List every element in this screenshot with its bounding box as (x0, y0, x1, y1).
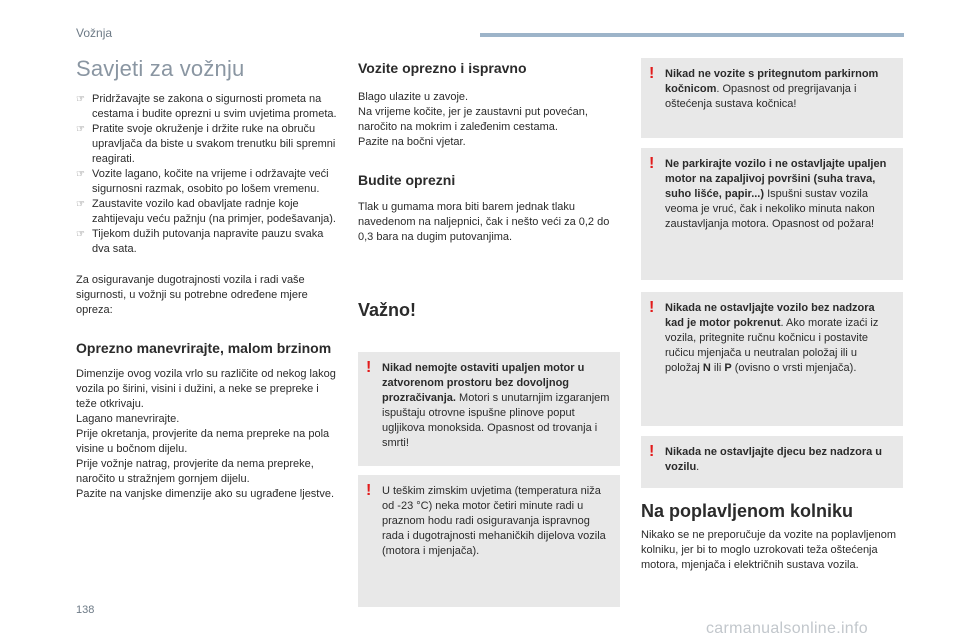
tires-body: Tlak u gumama mora biti barem jednak tlaku navedenom na naljepnici, čak i nešto veći za 0,2 do 0,3 bara na dugim putovanjima. (358, 201, 610, 243)
list-item: ☞ Pratite svoje okruženje i držite ruke na obruču upravljača da biste u svakom trenutku bili spremni reagirati. (76, 123, 336, 165)
pointing-hand-icon: ☞ (76, 199, 85, 210)
flooded-heading: Na poplavljenom kolniku (641, 501, 854, 521)
column-middle (358, 60, 620, 321)
exclamation-icon: ! (649, 155, 655, 172)
exclamation-icon: ! (649, 65, 655, 82)
section-label: Vožnja (76, 26, 113, 40)
header-bar (480, 33, 904, 37)
pointing-hand-icon: ☞ (76, 169, 85, 180)
intro-paragraph: Za osiguravanje dugotrajnosti vozila i radi vaše sigurnosti, u vožnji su potrebne određene mjere opreza: (76, 274, 308, 316)
tips-list (76, 92, 340, 257)
maneuver-heading: Oprezno manevrirajte, malom brzinom (76, 340, 332, 356)
pointing-hand-icon: ☞ (76, 94, 85, 105)
exclamation-icon: ! (649, 443, 655, 460)
pointing-hand-icon: ☞ (76, 124, 85, 135)
warning-box-parking-brake: ! Nikad ne vozite s pritegnutom parkirnom kočnicom. Opasnost od pregrijavanja i oštećenja sustava kočnica! (641, 58, 903, 138)
page-title: Savjeti za vožnju (76, 56, 245, 81)
exclamation-icon: ! (366, 359, 372, 376)
warning-box-children: ! Nikada ne ostavljajte djecu bez nadzora u vozilu. (641, 436, 903, 488)
exclamation-icon: ! (649, 299, 655, 316)
careful-body: Blago ulazite u zavoje. Na vrijeme kočite, jer je zaustavni put povećan, naročito na mokrim i zaleđenim cestama. Pazite na bočni vjetar. (358, 91, 588, 148)
important-heading: Važno! (358, 300, 417, 320)
list-item: ☞ Tijekom dužih putovanja napravite pauzu svaka dva sata. (76, 228, 324, 255)
page-number: 138 (76, 604, 95, 616)
exclamation-icon: ! (366, 482, 372, 499)
list-item: ☞ Vozite lagano, kočite na vrijeme i održavajte veći sigurnosni razmak, osobito po lošem vremenu. (76, 168, 329, 195)
list-item: ☞ Pridržavajte se zakona o sigurnosti prometa na cestama i budite oprezni u svim uvjetima prometa. (76, 93, 337, 120)
column-left (76, 92, 340, 502)
warning-box-unattended: ! Nikada ne ostavljajte vozilo bez nadzora kad je motor pokrenut. Ako morate izaći iz vozila, pritegnite ručnu kočnicu i postavite ručicu mjenjača u neutralan položaj ili u položaj N ili P (ovisno o vrsti mjenjača). (641, 292, 903, 426)
tires-heading: Budite oprezni (358, 172, 456, 188)
warning-box-flammable: ! Ne parkirajte vozilo i ne ostavljajte upaljen motor na zapaljivoj površini (suha trava, suho lišće, papir...) Ispušni sustav vozila veoma je vruć, čak i nekoliko minuta nakon zaustavljanja motora. Opasnost od požara! (641, 148, 903, 280)
careful-heading: Vozite oprezno i ispravno (358, 60, 527, 76)
warning-box-winter: ! U teškim zimskim uvjetima (temperatura niža od -23 °C) neka motor četiri minute radi u praznom hodu radi osiguravanja ispravnog rada i dugotrajnosti mehaničkih dijelova vozila (motora i mjenjača). (358, 475, 620, 607)
watermark: carmanualsonline.info (706, 620, 868, 637)
flooded-body: Nikako se ne preporučuje da vozite na poplavljenom kolniku, jer bi to moglo uzrokovati teža oštećenja motora, mjenjača i električnih sustava vozila. (641, 529, 896, 571)
list-item: ☞ Zaustavite vozilo kad obavljate radnje koje zahtijevaju veću pažnju (na primjer, podešavanja). (76, 198, 336, 225)
maneuver-body: Dimenzije ovog vozila vrlo su različite od nekog lakog vozila po širini, visini i dužini, a neke se prepreke i teže otkrivaju. Lagano manevrirajte. Prije okretanja, provjerite da nema prepreke na pola visine u bočnom dijelu. Prije vožnje natrag, provjerite da nema prepreke, naročito u stražnjem gornjem dijelu. Pazite na vanjske dimenzije ako su ugrađene ljestve. (76, 368, 336, 500)
flooded-section (641, 500, 905, 573)
pointing-hand-icon: ☞ (76, 229, 85, 240)
warning-box-engine-closed: ! Nikad nemojte ostaviti upaljen motor u zatvorenom prostoru bez dovoljnog prozračivanja. Motori s unutarnjim izgaranjem ispuštaju otrovne ispušne plinove poput ugljikova monoksida. Opasnost od trovanja i smrti! (358, 352, 620, 466)
